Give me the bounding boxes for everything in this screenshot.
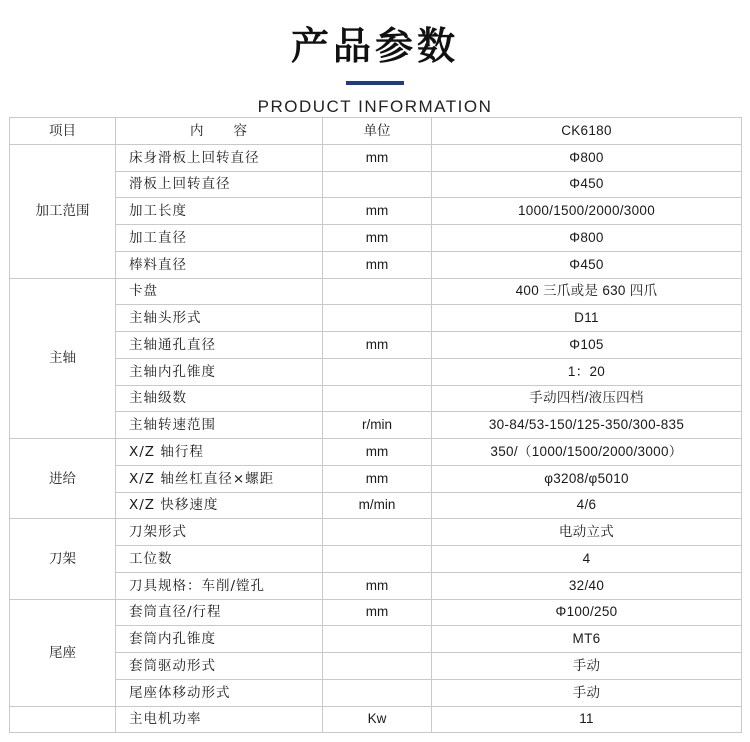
unit-cell: [323, 385, 432, 412]
unit-cell: [323, 626, 432, 653]
table-row: [10, 626, 742, 653]
unit-cell: mm: [323, 439, 432, 466]
unit-cell: m/min: [323, 492, 432, 519]
unit-cell: mm: [323, 465, 432, 492]
table-row: [10, 679, 742, 706]
category-cell: 主轴: [10, 278, 116, 439]
value-cell: 1000/1500/2000/3000: [432, 198, 742, 225]
table-row: [10, 385, 742, 412]
value-cell: 11: [432, 706, 742, 733]
item-cell: 滑板上回转直径: [116, 171, 323, 198]
table-row: [10, 358, 742, 385]
value-cell: 4: [432, 546, 742, 573]
unit-cell: mm: [323, 144, 432, 171]
item-cell: 刀架形式: [116, 519, 323, 546]
category-cell: [10, 706, 116, 733]
item-cell: 加工长度: [116, 198, 323, 225]
table-row: [10, 305, 742, 332]
table-row: [10, 171, 742, 198]
value-cell: Φ450: [432, 171, 742, 198]
unit-cell: mm: [323, 198, 432, 225]
table-row: [10, 492, 742, 519]
unit-cell: [323, 653, 432, 680]
category-cell: 尾座: [10, 599, 116, 706]
value-cell: 1：20: [432, 358, 742, 385]
header-item: 内 容: [116, 118, 323, 145]
header-value: CK6180: [432, 118, 742, 145]
item-cell: 床身滑板上回转直径: [116, 144, 323, 171]
table-row: [10, 653, 742, 680]
item-cell: 主电机功率: [116, 706, 323, 733]
item-cell: 主轴内孔锥度: [116, 358, 323, 385]
table-row: [10, 465, 742, 492]
category-cell: 进给: [10, 439, 116, 519]
value-cell: Φ450: [432, 251, 742, 278]
value-cell: 400 三爪或是 630 四爪: [432, 278, 742, 305]
item-cell: 尾座体移动形式: [116, 679, 323, 706]
item-cell: 工位数: [116, 546, 323, 573]
value-cell: 30-84/53-150/125-350/300-835: [432, 412, 742, 439]
table-row: [10, 412, 742, 439]
table-row: [10, 278, 742, 305]
unit-cell: [323, 546, 432, 573]
table-row: [10, 572, 742, 599]
unit-cell: [323, 278, 432, 305]
unit-cell: [323, 171, 432, 198]
unit-cell: [323, 358, 432, 385]
value-cell: Φ105: [432, 332, 742, 359]
page-subtitle: PRODUCT INFORMATION: [257, 97, 493, 116]
item-cell: 主轴转速范围: [116, 412, 323, 439]
item-cell: 卡盘: [116, 278, 323, 305]
item-cell: 套筒直径/行程: [116, 599, 323, 626]
table-row: [10, 225, 742, 252]
table-row: [10, 439, 742, 466]
value-cell: Φ800: [432, 225, 742, 252]
item-cell: 加工直径: [116, 225, 323, 252]
unit-cell: Kw: [323, 706, 432, 733]
value-cell: 350/（1000/1500/2000/3000）: [432, 439, 742, 466]
value-cell: 电动立式: [432, 519, 742, 546]
item-cell: 主轴级数: [116, 385, 323, 412]
value-cell: φ3208/φ5010: [432, 465, 742, 492]
value-cell: D11: [432, 305, 742, 332]
value-cell: Φ100/250: [432, 599, 742, 626]
unit-cell: [323, 305, 432, 332]
item-cell: 套筒内孔锥度: [116, 626, 323, 653]
table-row: [10, 198, 742, 225]
page-title: 产品参数: [290, 24, 459, 68]
category-cell: 加工范围: [10, 144, 116, 278]
item-cell: 主轴通孔直径: [116, 332, 323, 359]
unit-cell: mm: [323, 251, 432, 278]
item-cell: X/Z 轴丝杠直径×螺距: [116, 465, 323, 492]
value-cell: 手动: [432, 653, 742, 680]
item-cell: X/Z 快移速度: [116, 492, 323, 519]
unit-cell: mm: [323, 599, 432, 626]
table-header-row: [10, 118, 742, 145]
title-underline: [346, 81, 404, 85]
item-cell: 刀具规格：车削/镗孔: [116, 572, 323, 599]
unit-cell: mm: [323, 225, 432, 252]
item-cell: 棒料直径: [116, 251, 323, 278]
value-cell: MT6: [432, 626, 742, 653]
value-cell: 32/40: [432, 572, 742, 599]
table-row: [10, 599, 742, 626]
table-row: [10, 706, 742, 733]
table-row: [10, 546, 742, 573]
table-row: [10, 519, 742, 546]
value-cell: 4/6: [432, 492, 742, 519]
header-unit: 单位: [323, 118, 432, 145]
unit-cell: mm: [323, 572, 432, 599]
unit-cell: [323, 679, 432, 706]
value-cell: 手动: [432, 679, 742, 706]
unit-cell: [323, 519, 432, 546]
table-row: [10, 144, 742, 171]
spec-table: [9, 117, 742, 733]
value-cell: Φ800: [432, 144, 742, 171]
header-category: 项目: [10, 118, 116, 145]
item-cell: X/Z 轴行程: [116, 439, 323, 466]
unit-cell: mm: [323, 332, 432, 359]
category-cell: 刀架: [10, 519, 116, 599]
table-row: [10, 332, 742, 359]
item-cell: 主轴头形式: [116, 305, 323, 332]
unit-cell: r/min: [323, 412, 432, 439]
table-row: [10, 251, 742, 278]
value-cell: 手动四档/液压四档: [432, 385, 742, 412]
item-cell: 套筒驱动形式: [116, 653, 323, 680]
